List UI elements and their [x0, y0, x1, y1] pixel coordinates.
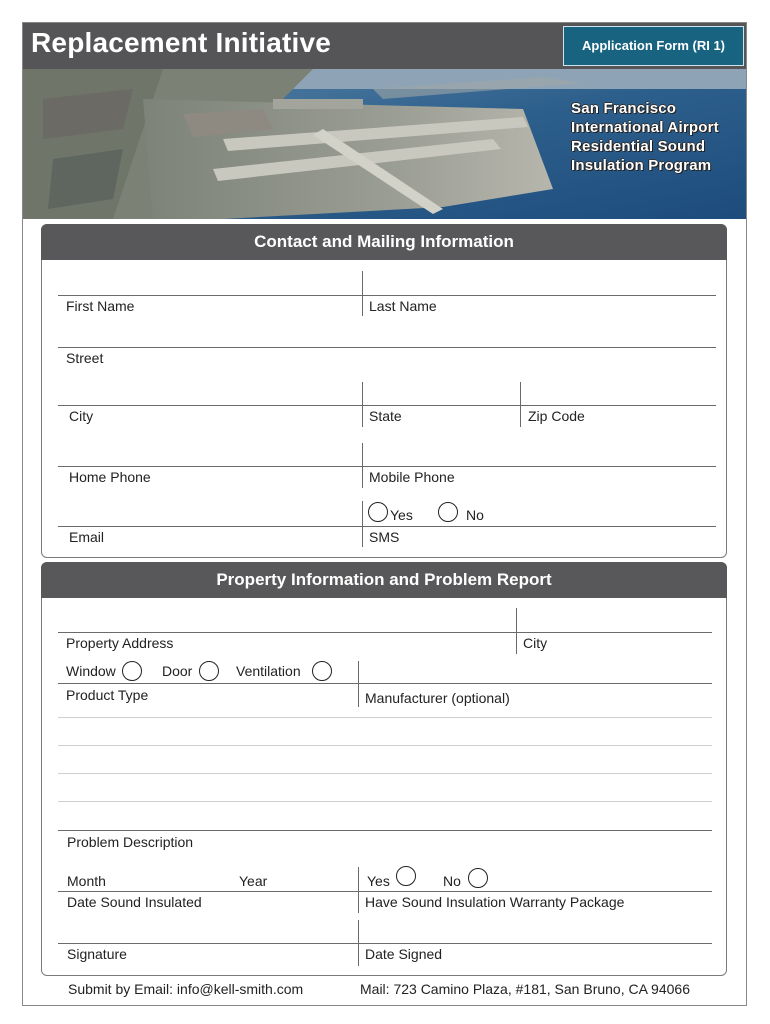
- footer-mail: Mail: 723 Camino Plaza, #181, San Bruno, CA 94066: [360, 981, 690, 997]
- year-label: Year: [239, 873, 268, 889]
- divider: [516, 608, 517, 654]
- home-phone-label: Home Phone: [69, 469, 151, 485]
- divider: [358, 661, 359, 707]
- divider: [58, 943, 712, 944]
- divider: [58, 526, 716, 527]
- warranty-package-label: Have Sound Insulation Warranty Package: [365, 894, 625, 910]
- property-section-title: Property Information and Problem Report: [41, 562, 727, 598]
- sms-no-label: No: [466, 507, 484, 523]
- property-address-label: Property Address: [66, 635, 174, 651]
- divider: [58, 683, 712, 684]
- mobile-phone-label: Mobile Phone: [369, 469, 455, 485]
- zip-code-label: Zip Code: [528, 408, 585, 424]
- divider: [58, 347, 716, 348]
- divider: [58, 773, 712, 774]
- month-label: Month: [67, 873, 106, 889]
- manufacturer-label: Manufacturer (optional): [365, 690, 510, 706]
- door-label: Door: [162, 663, 193, 679]
- divider: [58, 745, 712, 746]
- caption-line-4: Insulation Program: [571, 157, 712, 174]
- warranty-no-radio[interactable]: [468, 868, 488, 888]
- divider: [58, 405, 716, 406]
- date-signed-label: Date Signed: [365, 946, 443, 962]
- caption-line-2: International Airport: [571, 119, 719, 136]
- sms-yes-radio[interactable]: [368, 502, 388, 522]
- caption-line-1: San Francisco: [571, 100, 677, 117]
- sms-yes-label: Yes: [390, 507, 413, 523]
- divider: [58, 466, 716, 467]
- divider: [358, 867, 359, 913]
- first-name-label: First Name: [66, 298, 135, 314]
- last-name-label: Last Name: [369, 298, 437, 314]
- product-type-label: Product Type: [66, 687, 149, 703]
- divider: [58, 891, 712, 892]
- divider: [58, 717, 712, 718]
- contact-section: [41, 224, 727, 558]
- state-label: State: [369, 408, 402, 424]
- city-label: City: [69, 408, 94, 424]
- divider: [58, 830, 712, 831]
- divider: [362, 501, 363, 547]
- property-city-label: City: [523, 635, 548, 651]
- street-label: Street: [66, 350, 104, 366]
- contact-section-title: Contact and Mailing Information: [41, 224, 727, 260]
- divider: [58, 801, 712, 802]
- form-title: Replacement Initiative: [31, 27, 332, 58]
- window-label: Window: [66, 663, 116, 679]
- form-id-badge: Application Form (RI 1): [563, 26, 744, 66]
- sms-label: SMS: [369, 529, 400, 545]
- divider: [58, 295, 716, 296]
- ventilation-label: Ventilation: [236, 663, 301, 679]
- program-caption: [571, 99, 719, 175]
- airport-aerial-photo: [23, 69, 746, 219]
- window-radio[interactable]: [122, 661, 142, 681]
- form-page: [22, 22, 747, 1006]
- warranty-no-label: No: [443, 873, 461, 889]
- email-label: Email: [69, 529, 105, 545]
- signature-label: Signature: [67, 946, 127, 962]
- property-section: [41, 562, 727, 976]
- divider: [58, 632, 712, 633]
- problem-description-label: Problem Description: [67, 834, 194, 850]
- header-bar: [23, 23, 746, 69]
- divider: [362, 271, 363, 316]
- sms-no-radio[interactable]: [438, 502, 458, 522]
- caption-line-3: Residential Sound: [571, 138, 706, 155]
- ventilation-radio[interactable]: [312, 661, 332, 681]
- warranty-yes-label: Yes: [367, 873, 390, 889]
- warranty-yes-radio[interactable]: [396, 866, 416, 886]
- date-insulated-label: Date Sound Insulated: [67, 894, 202, 910]
- footer-email: Submit by Email: info@kell-smith.com: [68, 981, 304, 997]
- door-radio[interactable]: [199, 661, 219, 681]
